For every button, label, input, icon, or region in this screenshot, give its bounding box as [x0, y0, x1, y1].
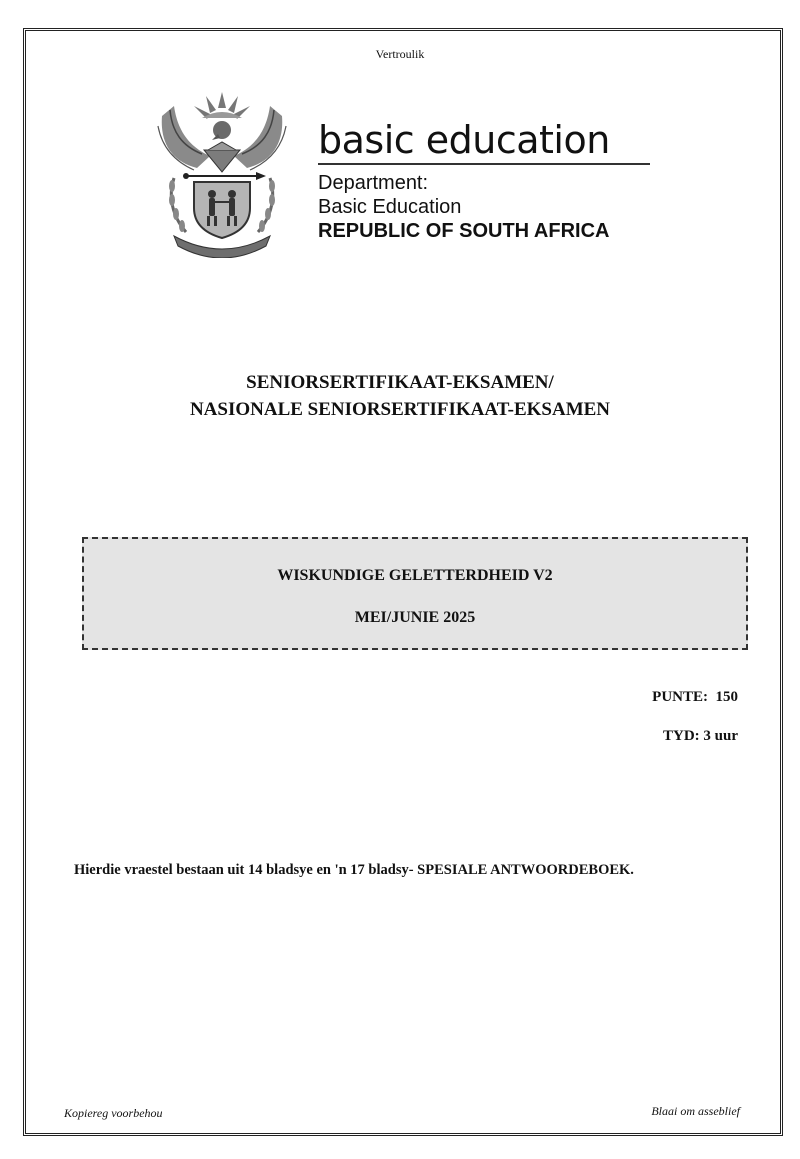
confidential-label: Vertroulik [375, 47, 425, 61]
department-brand-block [318, 118, 658, 243]
coat-of-arms-icon [152, 86, 292, 258]
turn-over-notice: Blaai om asseblief [651, 1104, 740, 1118]
paper-page-notice: Hierdie vraestel bestaan uit 14 bladsye en 'n 17 bladsy- SPESIALE ANTWOORDEBOEK. [74, 862, 634, 878]
department-name: Basic Education [318, 196, 462, 218]
copyright-notice: Kopiereg voorbehou [64, 1106, 163, 1120]
exam-heading-line-2: NASIONALE SENIORSERTIFIKAAT-EKSAMEN [189, 399, 611, 420]
exam-session: MEI/JUNIE 2025 [354, 609, 476, 626]
exam-heading [0, 369, 800, 423]
brand-title: basic education [318, 118, 650, 165]
subject-name: WISKUNDIGE GELETTERDHEID V2 [277, 567, 553, 584]
subject-box [82, 537, 748, 650]
exam-duration: TYD: 3 uur [662, 728, 738, 744]
department-label: Department: [318, 172, 429, 194]
exam-heading-line-1: SENIORSERTIFIKAAT-EKSAMEN/ [246, 372, 554, 393]
total-marks: PUNTE: 150 [652, 689, 738, 705]
country-name: REPUBLIC OF SOUTH AFRICA [318, 220, 610, 242]
